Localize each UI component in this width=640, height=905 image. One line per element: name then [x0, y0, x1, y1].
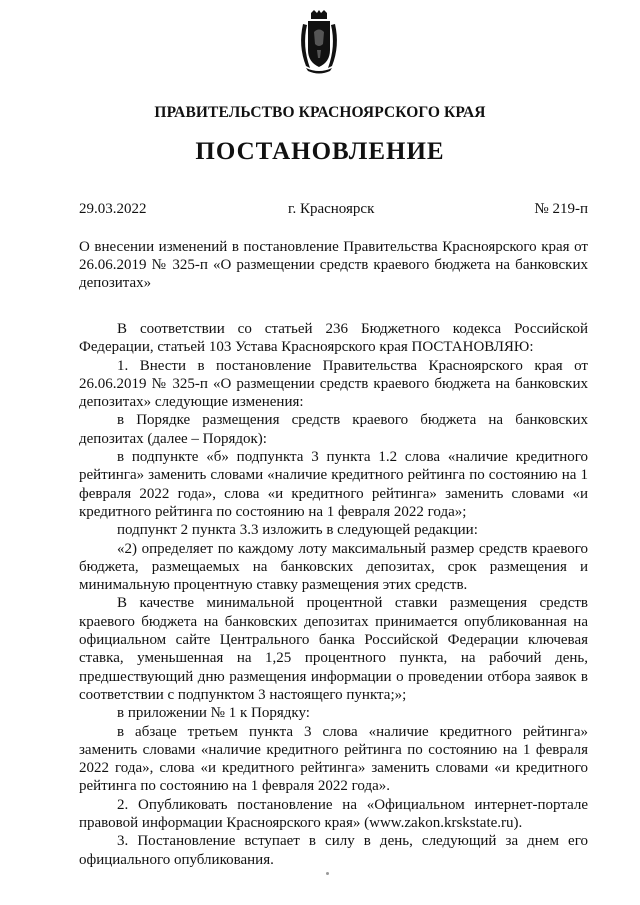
document-city: г. Красноярск [288, 201, 375, 217]
body-paragraph: в Порядке размещения средств краевого бюджета на банковских депозитах (далее – Порядок): [79, 412, 588, 447]
organization-title: ПРАВИТЕЛЬСТВО КРАСНОЯРСКОГО КРАЯ [154, 104, 486, 121]
document-date: 29.03.2022 [79, 201, 147, 217]
body-paragraph: В качестве минимальной процентной ставки размещения средств краевого бюджета на банковских депозитах принимается опубликованная на официальном сайте Центрального банка Российской Федерации ключевая ставка, уменьшенная на 1,25 процентного пункта, на рабочий день, предшествующий дню размещения информации о проведении отбора заявок в соответствии с подпунктом 3 настоящего пункта;»; [79, 595, 588, 703]
document-number: № 219-п [534, 201, 588, 217]
body-paragraph: в подпункте «б» подпункта 3 пункта 1.2 слова «наличие кредитного рейтинга» заменить словами «наличие кредитного рейтинга по состоянию на 1 февраля 2022 года», слова «и кредитного рейтинга» заменить словами «и кредитного рейтинга по состоянию на 1 февраля 2022 года»; [79, 449, 588, 520]
body-paragraph: в абзаце третьем пункта 3 слова «наличие кредитного рейтинга» заменить словами «наличие кредитного рейтинга по состоянию на 1 февраля 2022 года», слова «и кредитного рейтинга» заменить словами «и кредитного рейтинга по состоянию на 1 февраля 2022 года». [79, 723, 588, 795]
document-body [79, 320, 588, 869]
body-paragraph: «2) определяет по каждому лоту максимальный размер средств краевого бюджета, размещаемых на банковских депозитах, срок размещения и минимальную процентную ставку размещения этих средств. [79, 540, 588, 594]
document-type-title: ПОСТАНОВЛЕНИЕ [195, 138, 445, 165]
body-paragraph: в приложении № 1 к Порядку: [117, 705, 310, 722]
body-paragraph: 3. Постановление вступает в силу в день, следующий за днем его официального опубликования. [79, 833, 588, 868]
body-paragraph: 2. Опубликовать постановление на «Официальном интернет-портале правовой информации Красноярского края» (www.zakon.krskstate.ru). [79, 796, 588, 832]
krasnoyarsk-coat-of-arms-icon [296, 10, 342, 74]
body-paragraph: 1. Внести в постановление Правительства Красноярского края от 26.06.2019 № 325-п «О размещении средств краевого бюджета на банковских депозитах» следующие изменения: [79, 357, 588, 411]
body-paragraph: В соответствии со статьей 236 Бюджетного кодекса Российской Федерации, статьей 103 Устава Красноярского края ПОСТАНОВЛЯЮ: [79, 321, 588, 356]
scan-artifact-dot [326, 872, 329, 875]
document-subject: О внесении изменений в постановление Правительства Красноярского края от 26.06.2019 № 325-п «О размещении средств краевого бюджета на банковских депозитах» [79, 239, 588, 292]
body-paragraph: подпункт 2 пункта 3.3 изложить в следующей редакции: [117, 522, 478, 539]
